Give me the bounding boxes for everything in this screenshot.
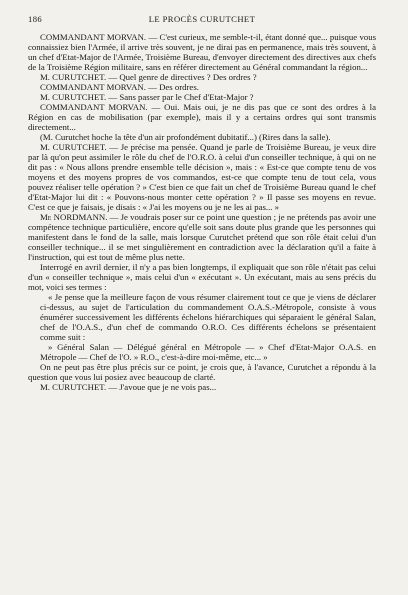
paragraph	[28, 362, 376, 382]
paragraph-text: (M. Curutchet hoche la tête d'un air profondément dubitatif...) (Rires dans la salle).	[40, 132, 331, 142]
paragraph	[28, 342, 376, 362]
speaker-name: M. CURUTCHET.	[40, 72, 107, 82]
paragraph-text: — Je précise ma pensée. Quand je parle de Troisième Bureau, je veux dire par là qu'on peut assimiler le rôle du chef de l'O.R.O. à celui d'un conseiller technique, à qui on ne dit pas : « Nous allons prendre ensemble telle décision », mais : « Est-ce que compte tenu de vos moyens et des moyens propres de vos commandos, est-ce que compte tenu de tout cela, vous pouvez réaliser telle opération ? » C'est bien ce que fait un chef de Troisième Bureau quand le chef d'Etat-Major lui dit : « Pouvons-nous monter cette opération ? » Il passe ses moyens en revue. C'est ce que je faisais, je disais : « J'ai les moyens ou je ne les ai pas... »	[28, 142, 376, 212]
paragraph-text: — C'est curieux, me semble-t-il, étant donné que... puisque vous connaissiez bien l'Armée, il arrive très souvent, je ne dirai pas en permanence, mais très souvent, à un chef d'Etat-Major de l'Armée, Troisième Bureau, d'envoyer directement des directives aux chefs de la Troisième Région militaire, sans en référer directement au Général commandant la région...	[28, 32, 376, 72]
speaker-name: M. CURUTCHET.	[40, 382, 107, 392]
paragraph-text: — Des ordres.	[145, 82, 199, 92]
paragraph	[28, 82, 376, 92]
speaker-name: COMMANDANT MORVAN.	[40, 82, 146, 92]
page-header	[28, 14, 376, 28]
speaker-name: M. CURUTCHET.	[40, 92, 107, 102]
paragraph	[28, 102, 376, 132]
speaker-name: COMMANDANT MORVAN.	[40, 32, 147, 42]
paragraph-text: » Général Salan — Délégué général en Métropole — » Chef d'Etat-Major O.A.S. en Métropole — Chef de l'O. » R.O., c'est-à-dire moi-même, etc... »	[40, 342, 376, 362]
page-number: 186	[28, 14, 43, 24]
paragraph	[28, 132, 376, 142]
paragraph-text: On ne peut pas être plus précis sur ce point, je crois que, à l'avance, Curutchet a répondu à la question que vous lui posiez avec beaucoup de clarté.	[28, 362, 376, 382]
speaker-name: COMMANDANT MORVAN.	[40, 102, 148, 112]
paragraph	[28, 32, 376, 72]
paragraph-text: — Sans passer par le Chef d'Etat-Major ?	[106, 92, 254, 102]
paragraph-text: — Quel genre de directives ? Des ordres ?	[106, 72, 257, 82]
paragraph	[28, 292, 376, 342]
paragraph-text: — Oui. Mais oui, je ne dis pas que ce sont des ordres à la Région en cas de mobilisation (par exemple), mais il y a certains ordres qui sont transmis directement...	[28, 102, 376, 132]
paragraph-text: « Je pense que la meilleure façon de vous résumer clairement tout ce que je viens de déclarer ci-dessus, au sujet de l'articulation du commandement O.A.S.-Métropole, consiste à vous énumérer successivement les différents échelons hiérarchiques qui séparaient le général Salan, chef de l'O.A.S., d'un chef de commando O.R.O. Ces différents échelons se présentaient comme suit :	[40, 292, 376, 342]
paragraph	[28, 92, 376, 102]
paragraph	[28, 142, 376, 212]
speaker-name: Me NORDMANN.	[40, 212, 108, 222]
speaker-name: M. CURUTCHET.	[40, 142, 107, 152]
paragraph-text: — Je voudrais poser sur ce point une question ; je ne prétends pas avoir une compétence technique particulière, encore qu'elle soit sans doute plus grande que les personnes qui manifestent dans le fond de la salle, mais lorsque Curutchet prétend que son rôle était celui d'un conseiller technique... il se met singulièrement en contradiction avec la déclaration qu'il a faite à l'instruction, qui est tout de même plus nette.	[28, 212, 376, 262]
paragraph	[28, 212, 376, 262]
page-body	[28, 32, 376, 392]
paragraph-text: Interrogé en avril dernier, il n'y a pas bien longtemps, il expliquait que son rôle n'était pas celui d'un « conseiller technique », mais celui d'un « exécutant ». Un exécutant, mais au sens précis du mot, voici ses termes :	[28, 262, 376, 292]
paragraph	[28, 262, 376, 292]
running-title: LE PROCÈS CURUTCHET	[148, 14, 256, 24]
paragraph	[28, 382, 376, 392]
paragraph-text: — J'avoue que je ne vois pas...	[106, 382, 217, 392]
paragraph	[28, 72, 376, 82]
